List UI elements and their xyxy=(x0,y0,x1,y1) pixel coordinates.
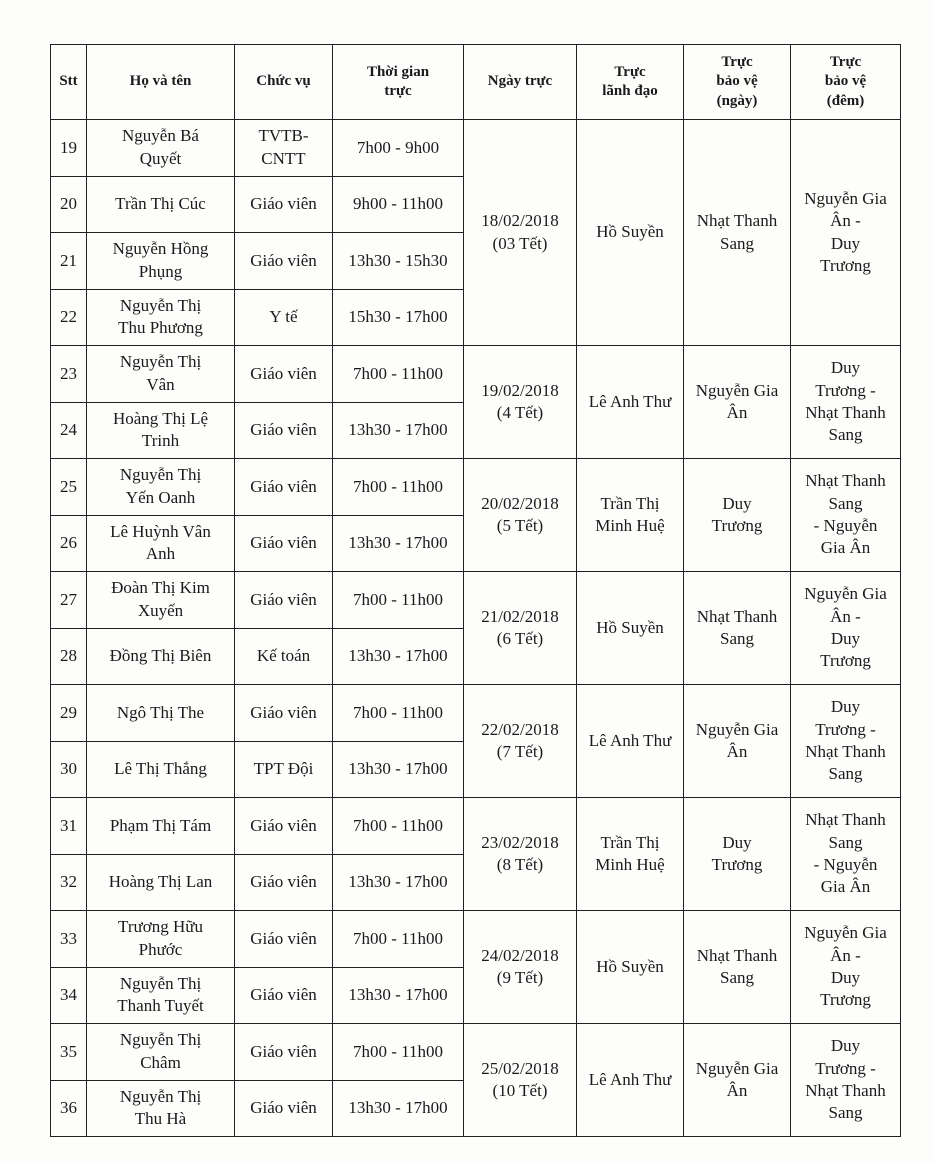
cell-name: Nguyễn Thị Châm xyxy=(87,1024,235,1081)
cell-date: 23/02/2018 (8 Tết) xyxy=(464,798,577,911)
cell-role: Giáo viên xyxy=(235,572,333,629)
cell-date: 21/02/2018 (6 Tết) xyxy=(464,572,577,685)
cell-name: Đoàn Thị Kim Xuyến xyxy=(87,572,235,629)
cell-date: 22/02/2018 (7 Tết) xyxy=(464,685,577,798)
header-role: Chức vụ xyxy=(235,45,333,120)
cell-stt: 27 xyxy=(51,572,87,629)
cell-guard-night: Nhạt Thanh Sang - Nguyễn Gia Ân xyxy=(791,459,901,572)
cell-name: Hoàng Thị Lan xyxy=(87,854,235,911)
cell-name: Hoàng Thị Lệ Trinh xyxy=(87,402,235,459)
cell-stt: 22 xyxy=(51,289,87,346)
cell-role: Giáo viên xyxy=(235,233,333,290)
cell-name: Nguyễn Thị Thanh Tuyết xyxy=(87,967,235,1024)
table-row xyxy=(51,1024,901,1081)
cell-guard-day: Nguyễn Gia Ân xyxy=(684,346,791,459)
cell-role: Giáo viên xyxy=(235,911,333,968)
cell-leader: Trần Thị Minh Huệ xyxy=(577,459,684,572)
cell-stt: 35 xyxy=(51,1024,87,1081)
cell-name: Nguyễn Thị Vân xyxy=(87,346,235,403)
cell-time: 7h00 - 11h00 xyxy=(333,1024,464,1081)
table-row xyxy=(51,685,901,742)
cell-role: Giáo viên xyxy=(235,685,333,742)
header-guard-day: Trực bảo vệ (ngày) xyxy=(684,45,791,120)
cell-name: Nguyễn Thị Thu Hà xyxy=(87,1080,235,1137)
cell-time: 7h00 - 11h00 xyxy=(333,911,464,968)
cell-date: 20/02/2018 (5 Tết) xyxy=(464,459,577,572)
table-row xyxy=(51,572,901,629)
cell-time: 7h00 - 11h00 xyxy=(333,346,464,403)
cell-guard-night: Nguyễn Gia Ân - Duy Trương xyxy=(791,572,901,685)
cell-date: 19/02/2018 (4 Tết) xyxy=(464,346,577,459)
cell-stt: 20 xyxy=(51,176,87,233)
cell-name: Đồng Thị Biên xyxy=(87,628,235,685)
cell-time: 7h00 - 11h00 xyxy=(333,798,464,855)
cell-role: Giáo viên xyxy=(235,1080,333,1137)
cell-role: Giáo viên xyxy=(235,798,333,855)
cell-role: TVTB- CNTT xyxy=(235,120,333,177)
cell-role: Giáo viên xyxy=(235,515,333,572)
cell-guard-night: Duy Trương - Nhạt Thanh Sang xyxy=(791,1024,901,1137)
cell-leader: Lê Anh Thư xyxy=(577,1024,684,1137)
header-leader: Trực lãnh đạo xyxy=(577,45,684,120)
cell-name: Nguyễn Thị Yến Oanh xyxy=(87,459,235,516)
cell-time: 7h00 - 11h00 xyxy=(333,685,464,742)
header-guard-night: Trực bảo vệ (đêm) xyxy=(791,45,901,120)
cell-role: Giáo viên xyxy=(235,346,333,403)
cell-leader: Lê Anh Thư xyxy=(577,346,684,459)
table-row xyxy=(51,459,901,516)
cell-leader: Hồ Suyền xyxy=(577,572,684,685)
table-row xyxy=(51,798,901,855)
cell-role: Giáo viên xyxy=(235,967,333,1024)
cell-leader: Hồ Suyền xyxy=(577,120,684,346)
cell-leader: Trần Thị Minh Huệ xyxy=(577,798,684,911)
cell-guard-night: Nguyễn Gia Ân - Duy Trương xyxy=(791,911,901,1024)
cell-name: Ngô Thị The xyxy=(87,685,235,742)
header-time: Thời gian trực xyxy=(333,45,464,120)
cell-stt: 28 xyxy=(51,628,87,685)
cell-stt: 32 xyxy=(51,854,87,911)
cell-leader: Lê Anh Thư xyxy=(577,685,684,798)
cell-guard-night: Duy Trương - Nhạt Thanh Sang xyxy=(791,685,901,798)
cell-guard-night: Nguyễn Gia Ân - Duy Trương xyxy=(791,120,901,346)
cell-name: Nguyễn Hồng Phụng xyxy=(87,233,235,290)
cell-time: 13h30 - 17h00 xyxy=(333,402,464,459)
cell-stt: 36 xyxy=(51,1080,87,1137)
cell-time: 13h30 - 17h00 xyxy=(333,628,464,685)
cell-stt: 26 xyxy=(51,515,87,572)
cell-name: Lê Huỳnh Vân Anh xyxy=(87,515,235,572)
cell-stt: 24 xyxy=(51,402,87,459)
cell-time: 7h00 - 11h00 xyxy=(333,572,464,629)
cell-guard-day: Duy Trương xyxy=(684,459,791,572)
cell-guard-day: Nguyễn Gia Ân xyxy=(684,685,791,798)
cell-role: Giáo viên xyxy=(235,1024,333,1081)
cell-time: 7h00 - 11h00 xyxy=(333,459,464,516)
cell-stt: 25 xyxy=(51,459,87,516)
header-date: Ngày trực xyxy=(464,45,577,120)
cell-stt: 23 xyxy=(51,346,87,403)
table-body xyxy=(51,120,901,1137)
duty-schedule-table xyxy=(50,44,901,1137)
cell-guard-day: Duy Trương xyxy=(684,798,791,911)
cell-guard-day: Nhạt Thanh Sang xyxy=(684,911,791,1024)
cell-name: Nguyễn Thị Thu Phương xyxy=(87,289,235,346)
cell-leader: Hồ Suyền xyxy=(577,911,684,1024)
cell-name: Lê Thị Thắng xyxy=(87,741,235,798)
cell-role: Giáo viên xyxy=(235,402,333,459)
cell-time: 13h30 - 17h00 xyxy=(333,515,464,572)
cell-name: Trần Thị Cúc xyxy=(87,176,235,233)
cell-guard-day: Nhạt Thanh Sang xyxy=(684,120,791,346)
cell-time: 13h30 - 17h00 xyxy=(333,1080,464,1137)
cell-guard-night: Nhạt Thanh Sang - Nguyễn Gia Ân xyxy=(791,798,901,911)
cell-time: 13h30 - 17h00 xyxy=(333,741,464,798)
cell-guard-day: Nguyễn Gia Ân xyxy=(684,1024,791,1137)
cell-date: 18/02/2018 (03 Tết) xyxy=(464,120,577,346)
cell-stt: 21 xyxy=(51,233,87,290)
cell-time: 13h30 - 17h00 xyxy=(333,967,464,1024)
cell-stt: 34 xyxy=(51,967,87,1024)
cell-role: Giáo viên xyxy=(235,854,333,911)
cell-time: 13h30 - 17h00 xyxy=(333,854,464,911)
cell-name: Phạm Thị Tám xyxy=(87,798,235,855)
cell-stt: 33 xyxy=(51,911,87,968)
table-header xyxy=(51,45,901,120)
cell-time: 15h30 - 17h00 xyxy=(333,289,464,346)
table-row xyxy=(51,911,901,968)
cell-time: 9h00 - 11h00 xyxy=(333,176,464,233)
cell-name: Nguyễn Bá Quyết xyxy=(87,120,235,177)
cell-date: 25/02/2018 (10 Tết) xyxy=(464,1024,577,1137)
cell-guard-day: Nhạt Thanh Sang xyxy=(684,572,791,685)
cell-time: 13h30 - 15h30 xyxy=(333,233,464,290)
cell-role: TPT Đội xyxy=(235,741,333,798)
cell-name: Trương Hữu Phước xyxy=(87,911,235,968)
table-row xyxy=(51,346,901,403)
cell-stt: 30 xyxy=(51,741,87,798)
header-stt: Stt xyxy=(51,45,87,120)
cell-guard-night: Duy Trương - Nhạt Thanh Sang xyxy=(791,346,901,459)
header-name: Họ và tên xyxy=(87,45,235,120)
cell-stt: 19 xyxy=(51,120,87,177)
cell-time: 7h00 - 9h00 xyxy=(333,120,464,177)
cell-role: Giáo viên xyxy=(235,459,333,516)
cell-role: Y tế xyxy=(235,289,333,346)
cell-role: Kế toán xyxy=(235,628,333,685)
cell-stt: 29 xyxy=(51,685,87,742)
cell-date: 24/02/2018 (9 Tết) xyxy=(464,911,577,1024)
table-row xyxy=(51,120,901,177)
cell-stt: 31 xyxy=(51,798,87,855)
cell-role: Giáo viên xyxy=(235,176,333,233)
